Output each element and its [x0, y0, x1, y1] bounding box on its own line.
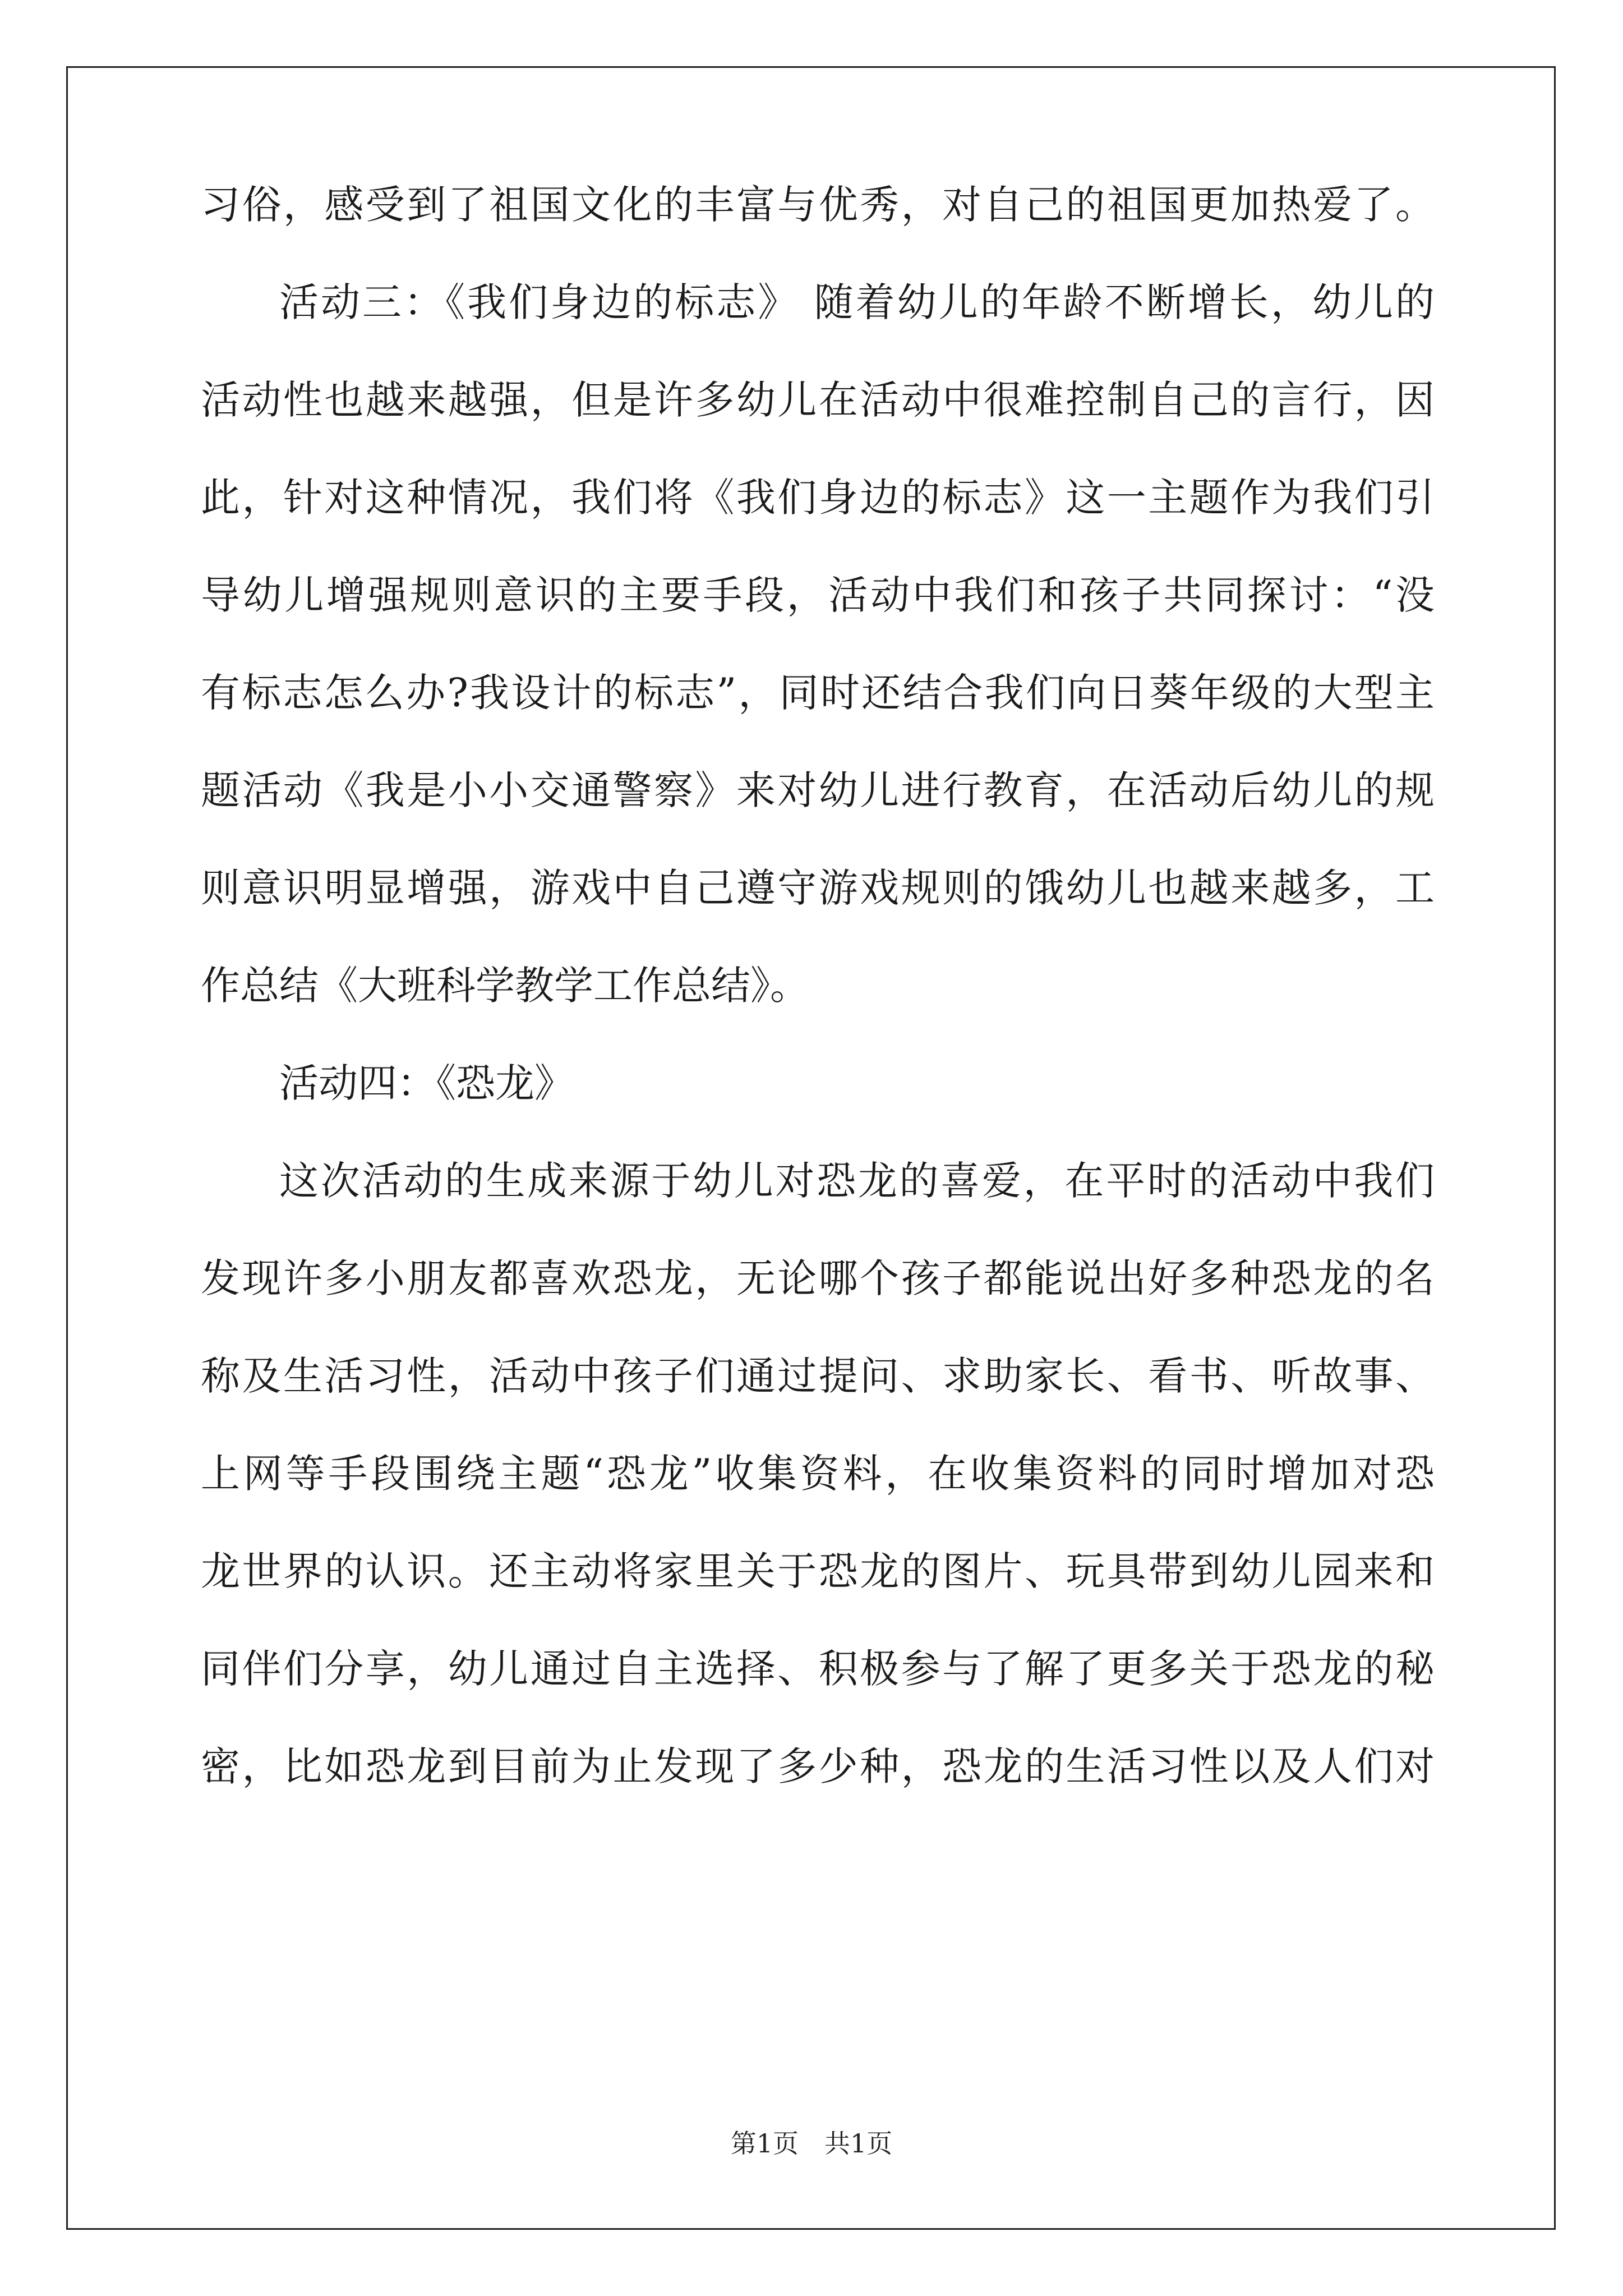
- text-line: 发现许多小朋友都喜欢恐龙，无论哪个孩子都能说出好多种恐龙的名: [201, 1255, 1435, 1301]
- text-line: 同伴们分享，幼儿通过自主选择、积极参与了解了更多关于恐龙的秘: [201, 1646, 1435, 1692]
- text-line: 称及生活习性，活动中孩子们通过提问、求助家长、看书、听故事、: [201, 1353, 1435, 1399]
- text-line: 题活动《我是小小交通警察》来对幼儿进行教育，在活动后幼儿的规: [201, 767, 1435, 813]
- text-line: 活动三：《我们身边的标志》 随着幼儿的年龄不断增长，幼儿的: [279, 279, 1435, 325]
- text-line: 龙世界的认识。还主动将家里关于恐龙的图片、玩具带到幼儿园来和: [201, 1548, 1435, 1594]
- document-body: [201, 182, 1435, 1844]
- text-line: 上网等手段围绕主题“恐龙”收集资料，在收集资料的同时增加对恐: [201, 1451, 1435, 1497]
- section-heading: 活动四：《恐龙》: [279, 1060, 574, 1106]
- text-line: 密，比如恐龙到目前为止发现了多少种，恐龙的生活习性以及人们对: [201, 1743, 1435, 1789]
- text-line: 导幼儿增强规则意识的主要手段，活动中我们和孩子共同探讨：“没: [201, 572, 1435, 618]
- text-line: 此，针对这种情况，我们将《我们身边的标志》这一主题作为我们引: [201, 475, 1435, 521]
- page-number: 第1页 共1页: [730, 2128, 893, 2159]
- text-line: 活动性也越来越强，但是许多幼儿在活动中很难控制自己的言行，因: [201, 377, 1435, 423]
- text-line: 有标志怎么办?我设计的标志”，同时还结合我们向日葵年级的大型主: [201, 670, 1435, 716]
- text-line: 这次活动的生成来源于幼儿对恐龙的喜爱，在平时的活动中我们: [279, 1158, 1435, 1204]
- text-line: 则意识明显增强，游戏中自己遵守游戏规则的饿幼儿也越来越多，工: [201, 865, 1435, 911]
- text-line: 作总结《大班科学教学工作总结》。: [201, 963, 809, 1009]
- text-line: 习俗，感受到了祖国文化的丰富与优秀，对自己的祖国更加热爱了。: [201, 182, 1435, 228]
